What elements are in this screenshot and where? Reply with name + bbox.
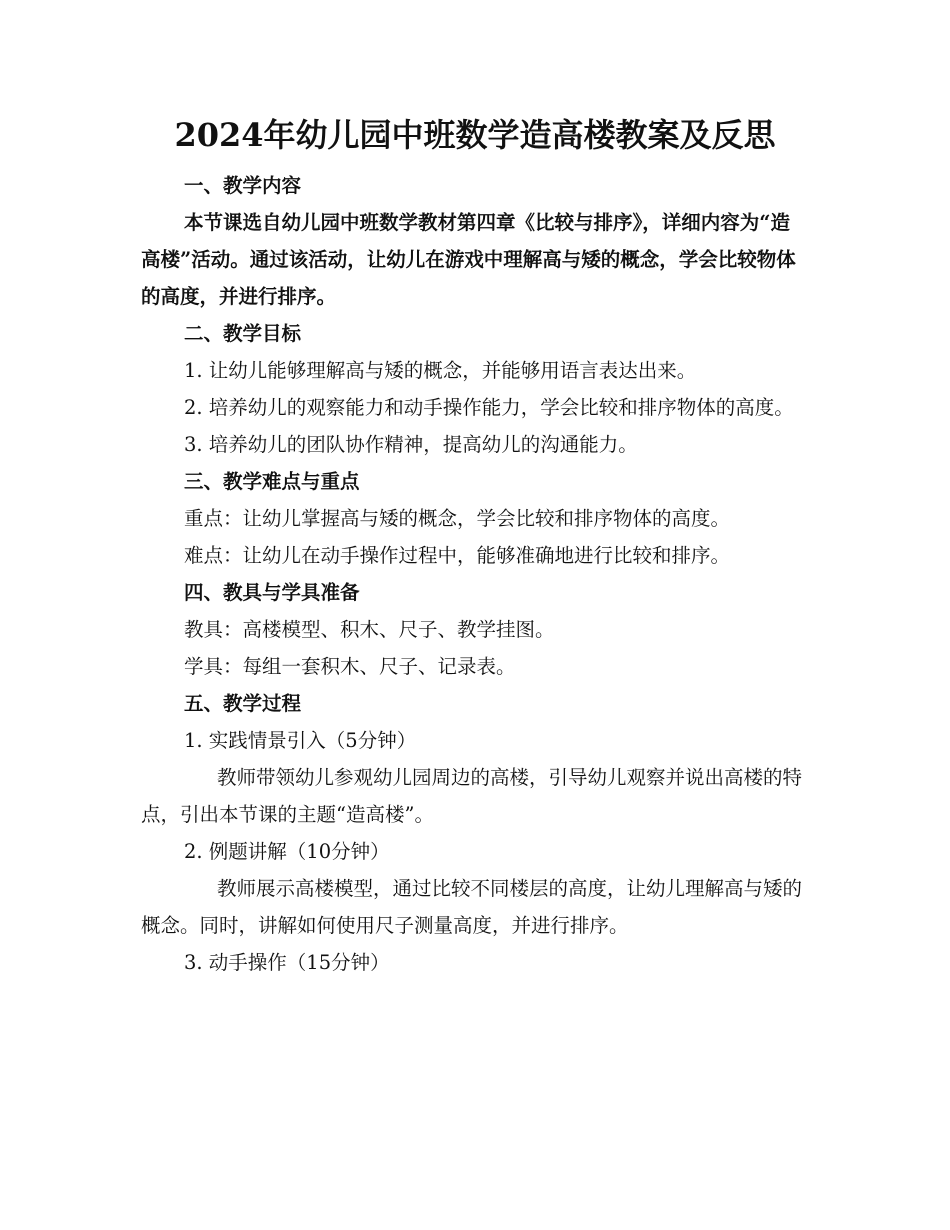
teaching-content-paragraph: 本节课选自幼儿园中班数学教材第四章《比较与排序》，详细内容为“造高楼”活动。通过该活动，让幼儿在游戏中理解高与矮的概念，学会比较物体的高度，并进行排序。 <box>141 211 796 308</box>
document-body <box>141 167 809 981</box>
teacher-aids-line: 教具：高楼模型、积木、尺子、教学挂图。 <box>184 618 555 641</box>
process-step-1-title: 1. 实践情景引入（5分钟） <box>184 729 417 752</box>
goal-item-1: 1. 让幼儿能够理解高与矮的概念，并能够用语言表达出来。 <box>184 359 697 382</box>
process-step-3-title: 3. 动手操作（15分钟） <box>184 951 390 974</box>
section-heading-teaching-goals: 二、教学目标 <box>184 322 302 345</box>
difficult-point-line: 难点：让幼儿在动手操作过程中，能够准确地进行比较和排序。 <box>184 544 731 567</box>
goal-item-2: 2. 培养幼儿的观察能力和动手操作能力，学会比较和排序物体的高度。 <box>184 396 794 419</box>
section-heading-teaching-process: 五、教学过程 <box>184 692 302 715</box>
section-heading-teaching-content: 一、教学内容 <box>184 174 302 197</box>
section-heading-teaching-aids: 四、教具与学具准备 <box>184 581 360 604</box>
document-title: 2024年幼儿园中班数学造高楼教案及反思 <box>174 116 776 154</box>
key-point-line: 重点：让幼儿掌握高与矮的概念，学会比较和排序物体的高度。 <box>184 507 731 530</box>
student-aids-line: 学具：每组一套积木、尺子、记录表。 <box>184 655 516 678</box>
section-heading-key-difficult-points: 三、教学难点与重点 <box>184 470 360 493</box>
process-step-2-title: 2. 例题讲解（10分钟） <box>184 840 390 863</box>
goal-item-3: 3. 培养幼儿的团队协作精神，提高幼儿的沟通能力。 <box>184 433 638 456</box>
process-step-1-body: 教师带领幼儿参观幼儿园周边的高楼，引导幼儿观察并说出高楼的特点，引出本节课的主题“造高楼”。 <box>141 766 803 826</box>
process-step-2-body: 教师展示高楼模型，通过比较不同楼层的高度，让幼儿理解高与矮的概念。同时，讲解如何使用尺子测量高度，并进行排序。 <box>141 877 803 937</box>
